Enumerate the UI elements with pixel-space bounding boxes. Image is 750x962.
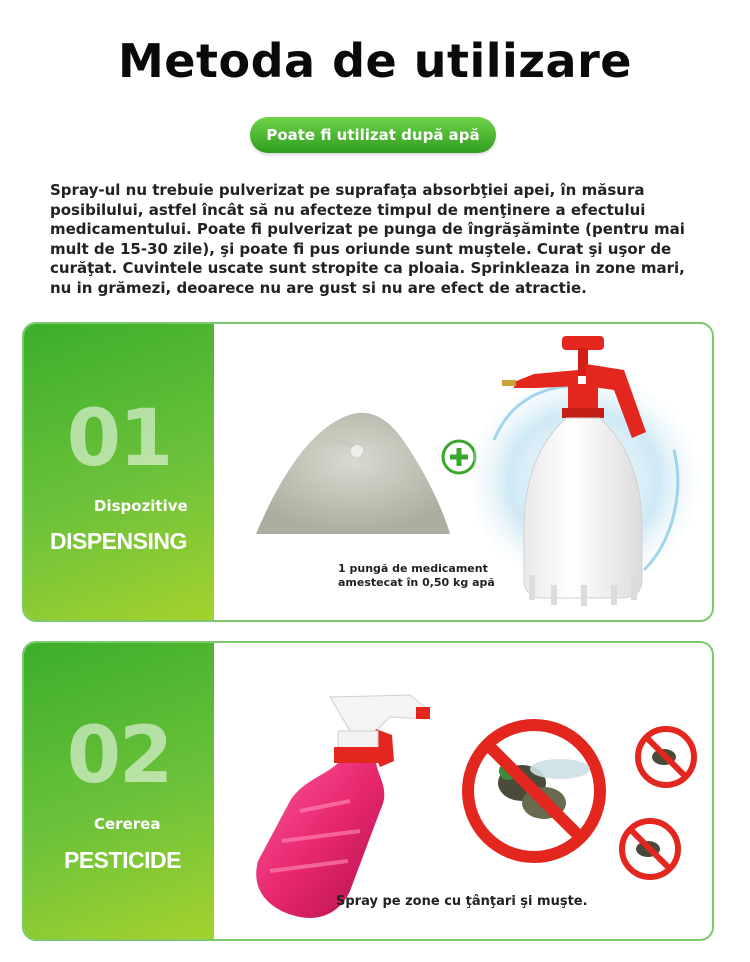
- small-no-fly-sign-top: [638, 729, 694, 785]
- dosage-caption: [338, 562, 495, 590]
- step-heading: PESTICIDE: [64, 847, 181, 873]
- step-subtitle: Cererea: [94, 815, 161, 833]
- no-fly-icon: [460, 699, 710, 899]
- step-panel-left: [24, 643, 214, 939]
- step-subtitle: Dispozitive: [94, 497, 188, 515]
- spray-caption: Spray pe zone cu ţânţari şi muşte.: [336, 894, 588, 909]
- step-card-pesticide: [22, 641, 714, 941]
- powder-pile-icon: [252, 396, 452, 546]
- large-no-fly-sign: [468, 725, 600, 857]
- step-number: 02: [66, 711, 172, 801]
- step-heading: DISPENSING: [50, 528, 187, 554]
- step-number: 01: [66, 394, 172, 484]
- usage-badge: Poate fi utilizat după apă: [250, 117, 496, 153]
- small-no-fly-sign-bottom: [622, 821, 678, 877]
- plus-icon: [440, 438, 478, 476]
- dosage-caption-line2: amestecat în 0,50 kg apă: [338, 576, 495, 589]
- step-panel-left: [24, 324, 214, 620]
- dosage-caption-line1: 1 pungă de medicament: [338, 562, 488, 575]
- page-title: Metoda de utilizare: [118, 34, 632, 88]
- intro-paragraph: Spray-ul nu trebuie pulverizat pe suprafaţa absorbţiei apei, în măsura posibilului, astfel încât să nu afecteze timpul de menţinere a efectului medicamentului. Poate fi pulverizat pe punga de îngrăşăminte (pentru mai mult de 15-30 zile), şi poate fi pus oriunde sunt muştele. Curat şi uşor de curăţat. Cuvintele uscate sunt stropite ca ploaia. Sprinkleaza in zone mari, nu in grămezi, deoarece nu are gust si nu are efect de atractie.: [50, 181, 685, 297]
- step-card-dispensing: [22, 322, 714, 622]
- pressure-sprayer-icon: [474, 330, 704, 610]
